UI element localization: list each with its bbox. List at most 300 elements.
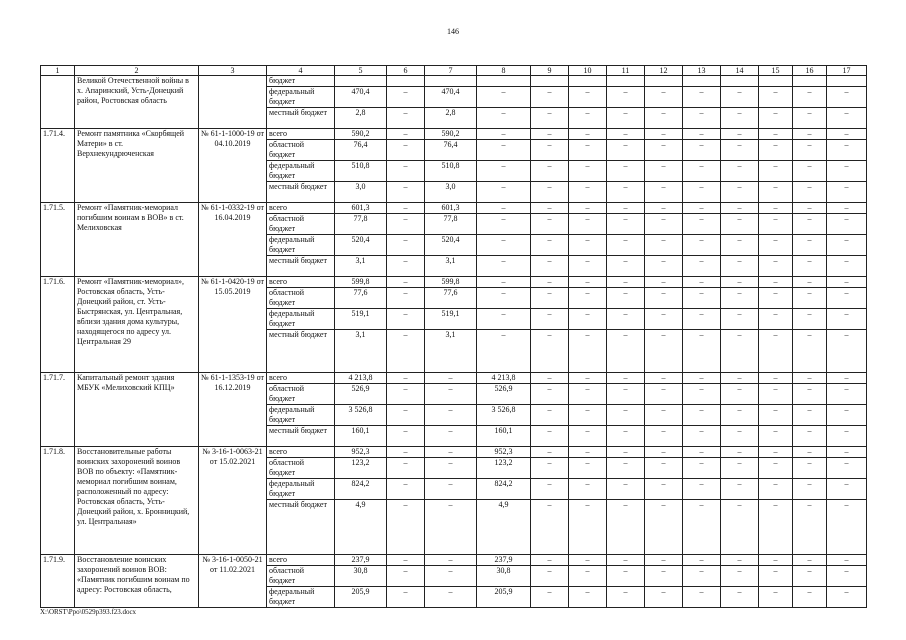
value-col-9: – — [531, 182, 569, 203]
value-col-13: – — [683, 500, 721, 555]
budget-source: всего — [267, 447, 335, 458]
budget-source: областной бюджет — [267, 140, 335, 161]
value-col-17: – — [827, 309, 867, 330]
column-header: 3 — [199, 66, 267, 76]
value-col-11: – — [607, 447, 645, 458]
value-col-9: – — [531, 256, 569, 277]
budget-source: федеральный бюджет — [267, 405, 335, 426]
value-col-17: – — [827, 458, 867, 479]
value-col-10: – — [569, 235, 607, 256]
item-number: 1.71.8. — [41, 447, 75, 555]
value-col-13: – — [683, 288, 721, 309]
value-col-16: – — [793, 309, 827, 330]
value-col-11: – — [607, 426, 645, 447]
value-col-10: – — [569, 500, 607, 555]
value-col-17: – — [827, 405, 867, 426]
value-col-13: – — [683, 479, 721, 500]
value-col-15: – — [759, 161, 793, 182]
value-col-10: – — [569, 447, 607, 458]
value-col-9: – — [531, 555, 569, 566]
value-v6: – — [387, 555, 425, 566]
value-col-9: – — [531, 384, 569, 405]
value-col-9: – — [531, 373, 569, 384]
value-col-17: – — [827, 235, 867, 256]
item-document — [199, 76, 267, 129]
item-number: 1.71.6. — [41, 277, 75, 373]
value-col-13: – — [683, 214, 721, 235]
value-col-14: – — [721, 161, 759, 182]
value-v5: 824,2 — [335, 479, 387, 500]
item-number: 1.71.5. — [41, 203, 75, 277]
table-row — [41, 203, 867, 214]
value-col-15: – — [759, 214, 793, 235]
value-v7: – — [425, 405, 477, 426]
value-col-14: – — [721, 203, 759, 214]
value-col-17 — [827, 76, 867, 87]
value-col-12: – — [645, 288, 683, 309]
budget-source: всего — [267, 373, 335, 384]
value-col-12: – — [645, 426, 683, 447]
value-col-12: – — [645, 458, 683, 479]
value-v8: – — [477, 309, 531, 330]
table-row — [41, 447, 867, 458]
column-header: 14 — [721, 66, 759, 76]
value-col-16: – — [793, 87, 827, 108]
value-col-17: – — [827, 203, 867, 214]
table-body — [41, 76, 867, 608]
value-v7: – — [425, 373, 477, 384]
value-v6: – — [387, 405, 425, 426]
value-col-13: – — [683, 587, 721, 608]
value-col-11: – — [607, 458, 645, 479]
value-col-12: – — [645, 479, 683, 500]
budget-source: федеральный бюджет — [267, 235, 335, 256]
value-v7: 520,4 — [425, 235, 477, 256]
value-v8: – — [477, 129, 531, 140]
budget-source: федеральный бюджет — [267, 587, 335, 608]
value-col-16: – — [793, 256, 827, 277]
value-v7: 3,1 — [425, 330, 477, 373]
program-table — [40, 65, 867, 608]
value-col-12: – — [645, 256, 683, 277]
column-header: 1 — [41, 66, 75, 76]
value-v8: – — [477, 140, 531, 161]
budget-source: местный бюджет — [267, 330, 335, 373]
value-v6: – — [387, 87, 425, 108]
value-col-14: – — [721, 426, 759, 447]
value-col-15: – — [759, 555, 793, 566]
value-col-10: – — [569, 214, 607, 235]
value-col-14: – — [721, 140, 759, 161]
value-col-16: – — [793, 108, 827, 129]
value-col-12: – — [645, 447, 683, 458]
value-col-13: – — [683, 161, 721, 182]
value-col-16: – — [793, 384, 827, 405]
value-v7: – — [425, 426, 477, 447]
value-col-11: – — [607, 108, 645, 129]
value-col-10: – — [569, 87, 607, 108]
value-col-11: – — [607, 140, 645, 161]
value-v7: – — [425, 479, 477, 500]
value-col-13: – — [683, 235, 721, 256]
value-col-17: – — [827, 384, 867, 405]
value-v7: 601,3 — [425, 203, 477, 214]
value-col-15: – — [759, 309, 793, 330]
value-v7: 470,4 — [425, 87, 477, 108]
value-v6: – — [387, 500, 425, 555]
value-col-9: – — [531, 330, 569, 373]
value-v8: – — [477, 87, 531, 108]
value-col-14: – — [721, 405, 759, 426]
value-col-17: – — [827, 182, 867, 203]
value-col-11: – — [607, 256, 645, 277]
value-v7: – — [425, 384, 477, 405]
value-col-17: – — [827, 140, 867, 161]
value-col-9: – — [531, 405, 569, 426]
value-v8: 4,9 — [477, 500, 531, 555]
value-col-11: – — [607, 479, 645, 500]
value-col-11: – — [607, 587, 645, 608]
value-col-11: – — [607, 309, 645, 330]
value-col-10: – — [569, 479, 607, 500]
value-col-15: – — [759, 277, 793, 288]
value-col-15: – — [759, 587, 793, 608]
value-col-11: – — [607, 203, 645, 214]
value-col-9: – — [531, 214, 569, 235]
value-v8: 237,9 — [477, 555, 531, 566]
budget-source: местный бюджет — [267, 500, 335, 555]
value-v6: – — [387, 566, 425, 587]
value-v6 — [387, 76, 425, 87]
value-v8: – — [477, 161, 531, 182]
value-col-10: – — [569, 555, 607, 566]
table-row — [41, 373, 867, 384]
item-document: № 61-1-0420-19 от 15.05.2019 — [199, 277, 267, 373]
item-document: № 3-16-1-0063-21 от 15.02.2021 — [199, 447, 267, 555]
value-v6: – — [387, 587, 425, 608]
column-header: 2 — [75, 66, 199, 76]
column-header: 16 — [793, 66, 827, 76]
value-col-11: – — [607, 373, 645, 384]
value-col-16: – — [793, 405, 827, 426]
value-col-11: – — [607, 405, 645, 426]
value-col-13: – — [683, 426, 721, 447]
value-col-12: – — [645, 87, 683, 108]
value-v8: – — [477, 214, 531, 235]
budget-source: областной бюджет — [267, 214, 335, 235]
value-col-11: – — [607, 384, 645, 405]
budget-source: всего — [267, 555, 335, 566]
value-col-10: – — [569, 373, 607, 384]
value-col-14: – — [721, 500, 759, 555]
value-col-16: – — [793, 277, 827, 288]
item-number: 1.71.4. — [41, 129, 75, 203]
value-col-9 — [531, 76, 569, 87]
budget-source: областной бюджет — [267, 288, 335, 309]
value-v5: 30,8 — [335, 566, 387, 587]
value-col-13: – — [683, 458, 721, 479]
value-v6: – — [387, 161, 425, 182]
value-col-14: – — [721, 447, 759, 458]
value-v5: 3 526,8 — [335, 405, 387, 426]
value-v6: – — [387, 140, 425, 161]
value-v5: 4 213,8 — [335, 373, 387, 384]
value-col-16: – — [793, 500, 827, 555]
budget-source: областной бюджет — [267, 384, 335, 405]
value-col-16: – — [793, 182, 827, 203]
value-col-16: – — [793, 214, 827, 235]
value-col-17: – — [827, 447, 867, 458]
value-v6: – — [387, 182, 425, 203]
value-col-12: – — [645, 140, 683, 161]
value-col-11: – — [607, 330, 645, 373]
value-col-9: – — [531, 203, 569, 214]
value-col-14: – — [721, 330, 759, 373]
budget-source: федеральный бюджет — [267, 87, 335, 108]
item-number — [41, 76, 75, 129]
value-v5: 76,4 — [335, 140, 387, 161]
budget-source: всего — [267, 203, 335, 214]
value-col-10: – — [569, 384, 607, 405]
value-col-14: – — [721, 108, 759, 129]
budget-source: всего — [267, 129, 335, 140]
column-header: 13 — [683, 66, 721, 76]
item-name: Восстановление воинских захоронений воинов ВОВ: «Памятник погибшим воинам по адресу: Ростовская область, — [75, 555, 199, 608]
value-v8: – — [477, 277, 531, 288]
value-v6: – — [387, 277, 425, 288]
value-v7: 76,4 — [425, 140, 477, 161]
value-col-14: – — [721, 566, 759, 587]
value-col-13: – — [683, 566, 721, 587]
budget-source: местный бюджет — [267, 108, 335, 129]
column-header: 4 — [267, 66, 335, 76]
value-col-10: – — [569, 288, 607, 309]
value-col-15: – — [759, 373, 793, 384]
value-col-17: – — [827, 161, 867, 182]
value-col-16: – — [793, 555, 827, 566]
value-v8: – — [477, 235, 531, 256]
value-v7: 519,1 — [425, 309, 477, 330]
value-v5: 470,4 — [335, 87, 387, 108]
value-col-15: – — [759, 140, 793, 161]
value-col-17: – — [827, 288, 867, 309]
value-v5: 519,1 — [335, 309, 387, 330]
value-col-17: – — [827, 555, 867, 566]
item-name: Ремонт «Памятник-мемориал», Ростовская область, Усть-Донецкий район, ст. Усть-Быстрянская, ул. Центральная, вблизи здания дома культуры, находящегося по адресу ул. Центральная 29 — [75, 277, 199, 373]
value-v7: – — [425, 500, 477, 555]
value-col-14: – — [721, 384, 759, 405]
budget-source: местный бюджет — [267, 426, 335, 447]
value-v6: – — [387, 426, 425, 447]
value-col-13: – — [683, 309, 721, 330]
value-v8: – — [477, 203, 531, 214]
value-v7: 3,0 — [425, 182, 477, 203]
value-v6: – — [387, 309, 425, 330]
value-v6: – — [387, 479, 425, 500]
value-v5: 4,9 — [335, 500, 387, 555]
value-col-11: – — [607, 235, 645, 256]
value-col-17: – — [827, 426, 867, 447]
value-v7: 3,1 — [425, 256, 477, 277]
value-col-12: – — [645, 405, 683, 426]
value-v5: 2,8 — [335, 108, 387, 129]
value-col-16: – — [793, 479, 827, 500]
value-col-13: – — [683, 129, 721, 140]
item-number: 1.71.9. — [41, 555, 75, 608]
value-col-11: – — [607, 500, 645, 555]
value-v6: – — [387, 384, 425, 405]
value-col-12 — [645, 76, 683, 87]
value-v5: 123,2 — [335, 458, 387, 479]
value-col-9: – — [531, 500, 569, 555]
value-col-12: – — [645, 129, 683, 140]
value-col-10: – — [569, 108, 607, 129]
value-v7: – — [425, 587, 477, 608]
value-col-10: – — [569, 277, 607, 288]
value-col-13: – — [683, 182, 721, 203]
value-v5: 601,3 — [335, 203, 387, 214]
value-v7: – — [425, 566, 477, 587]
value-v6: – — [387, 330, 425, 373]
page-number: 146 — [447, 27, 459, 36]
value-col-15: – — [759, 288, 793, 309]
value-col-10: – — [569, 309, 607, 330]
value-col-15: – — [759, 447, 793, 458]
value-col-13: – — [683, 277, 721, 288]
value-v8: 30,8 — [477, 566, 531, 587]
value-v7: – — [425, 447, 477, 458]
value-col-15: – — [759, 235, 793, 256]
value-col-10: – — [569, 405, 607, 426]
value-col-14: – — [721, 87, 759, 108]
value-col-9: – — [531, 458, 569, 479]
value-col-13: – — [683, 384, 721, 405]
value-v8: 3 526,8 — [477, 405, 531, 426]
value-v5: 77,6 — [335, 288, 387, 309]
budget-source: местный бюджет — [267, 182, 335, 203]
value-col-15: – — [759, 479, 793, 500]
table-row — [41, 76, 867, 87]
value-col-9: – — [531, 426, 569, 447]
value-col-10: – — [569, 566, 607, 587]
item-name: Ремонт памятника «Скорбящей Матери» в ст. Верхнекундрюченская — [75, 129, 199, 203]
value-col-13: – — [683, 140, 721, 161]
value-v6: – — [387, 203, 425, 214]
value-col-14: – — [721, 129, 759, 140]
value-v8: 526,9 — [477, 384, 531, 405]
value-col-17: – — [827, 587, 867, 608]
value-col-12: – — [645, 587, 683, 608]
value-col-9: – — [531, 129, 569, 140]
value-col-15: – — [759, 87, 793, 108]
value-col-9: – — [531, 108, 569, 129]
value-col-17: – — [827, 277, 867, 288]
value-col-16: – — [793, 235, 827, 256]
value-v8 — [477, 76, 531, 87]
value-v8: – — [477, 256, 531, 277]
value-col-14: – — [721, 587, 759, 608]
value-col-11: – — [607, 277, 645, 288]
value-col-14: – — [721, 373, 759, 384]
value-col-17: – — [827, 129, 867, 140]
value-col-17: – — [827, 87, 867, 108]
value-v7: – — [425, 555, 477, 566]
value-col-15: – — [759, 182, 793, 203]
value-col-17: – — [827, 108, 867, 129]
value-col-12: – — [645, 161, 683, 182]
value-v8: – — [477, 182, 531, 203]
value-col-15 — [759, 76, 793, 87]
value-v5: 526,9 — [335, 384, 387, 405]
value-col-16 — [793, 76, 827, 87]
value-v8: 4 213,8 — [477, 373, 531, 384]
table-row — [41, 129, 867, 140]
value-col-9: – — [531, 235, 569, 256]
value-col-12: – — [645, 108, 683, 129]
footer-file-path: X:\ORST\Ppo\0529p393.f23.docx — [40, 608, 137, 616]
value-col-15: – — [759, 405, 793, 426]
value-col-12: – — [645, 330, 683, 373]
value-col-15: – — [759, 500, 793, 555]
table-row — [41, 277, 867, 288]
value-col-10: – — [569, 256, 607, 277]
value-v7: 77,6 — [425, 288, 477, 309]
budget-source: бюджет — [267, 76, 335, 87]
value-col-12: – — [645, 277, 683, 288]
value-col-14: – — [721, 214, 759, 235]
value-col-12: – — [645, 214, 683, 235]
value-col-14 — [721, 76, 759, 87]
value-col-12: – — [645, 182, 683, 203]
value-col-11: – — [607, 555, 645, 566]
value-col-17: – — [827, 566, 867, 587]
value-v5: 3,1 — [335, 330, 387, 373]
value-v6: – — [387, 214, 425, 235]
value-col-14: – — [721, 479, 759, 500]
item-name: Ремонт «Памятник-мемориал погибшим воинам в ВОВ» в ст. Мелиховская — [75, 203, 199, 277]
column-header: 15 — [759, 66, 793, 76]
value-col-13: – — [683, 330, 721, 373]
column-header: 11 — [607, 66, 645, 76]
value-col-11: – — [607, 161, 645, 182]
value-v8: 123,2 — [477, 458, 531, 479]
item-document: № 61-1-1353-19 от 16.12.2019 — [199, 373, 267, 447]
value-col-11: – — [607, 566, 645, 587]
value-v7: – — [425, 458, 477, 479]
value-col-16: – — [793, 566, 827, 587]
value-v5: 77,8 — [335, 214, 387, 235]
value-v7: 599,8 — [425, 277, 477, 288]
value-col-17: – — [827, 214, 867, 235]
value-col-14: – — [721, 277, 759, 288]
value-v8: 205,9 — [477, 587, 531, 608]
column-header: 6 — [387, 66, 425, 76]
value-col-13: – — [683, 373, 721, 384]
value-col-16: – — [793, 458, 827, 479]
value-col-10: – — [569, 129, 607, 140]
value-col-16: – — [793, 129, 827, 140]
budget-source: областной бюджет — [267, 566, 335, 587]
value-col-16: – — [793, 203, 827, 214]
value-v8: – — [477, 330, 531, 373]
value-col-11: – — [607, 129, 645, 140]
value-v6: – — [387, 256, 425, 277]
budget-source: федеральный бюджет — [267, 479, 335, 500]
value-col-12: – — [645, 566, 683, 587]
value-col-13: – — [683, 405, 721, 426]
item-name: Великой Отечественной войны в х. Апаринский, Усть-Донецкий район, Ростовская область — [75, 76, 199, 129]
value-col-15: – — [759, 330, 793, 373]
